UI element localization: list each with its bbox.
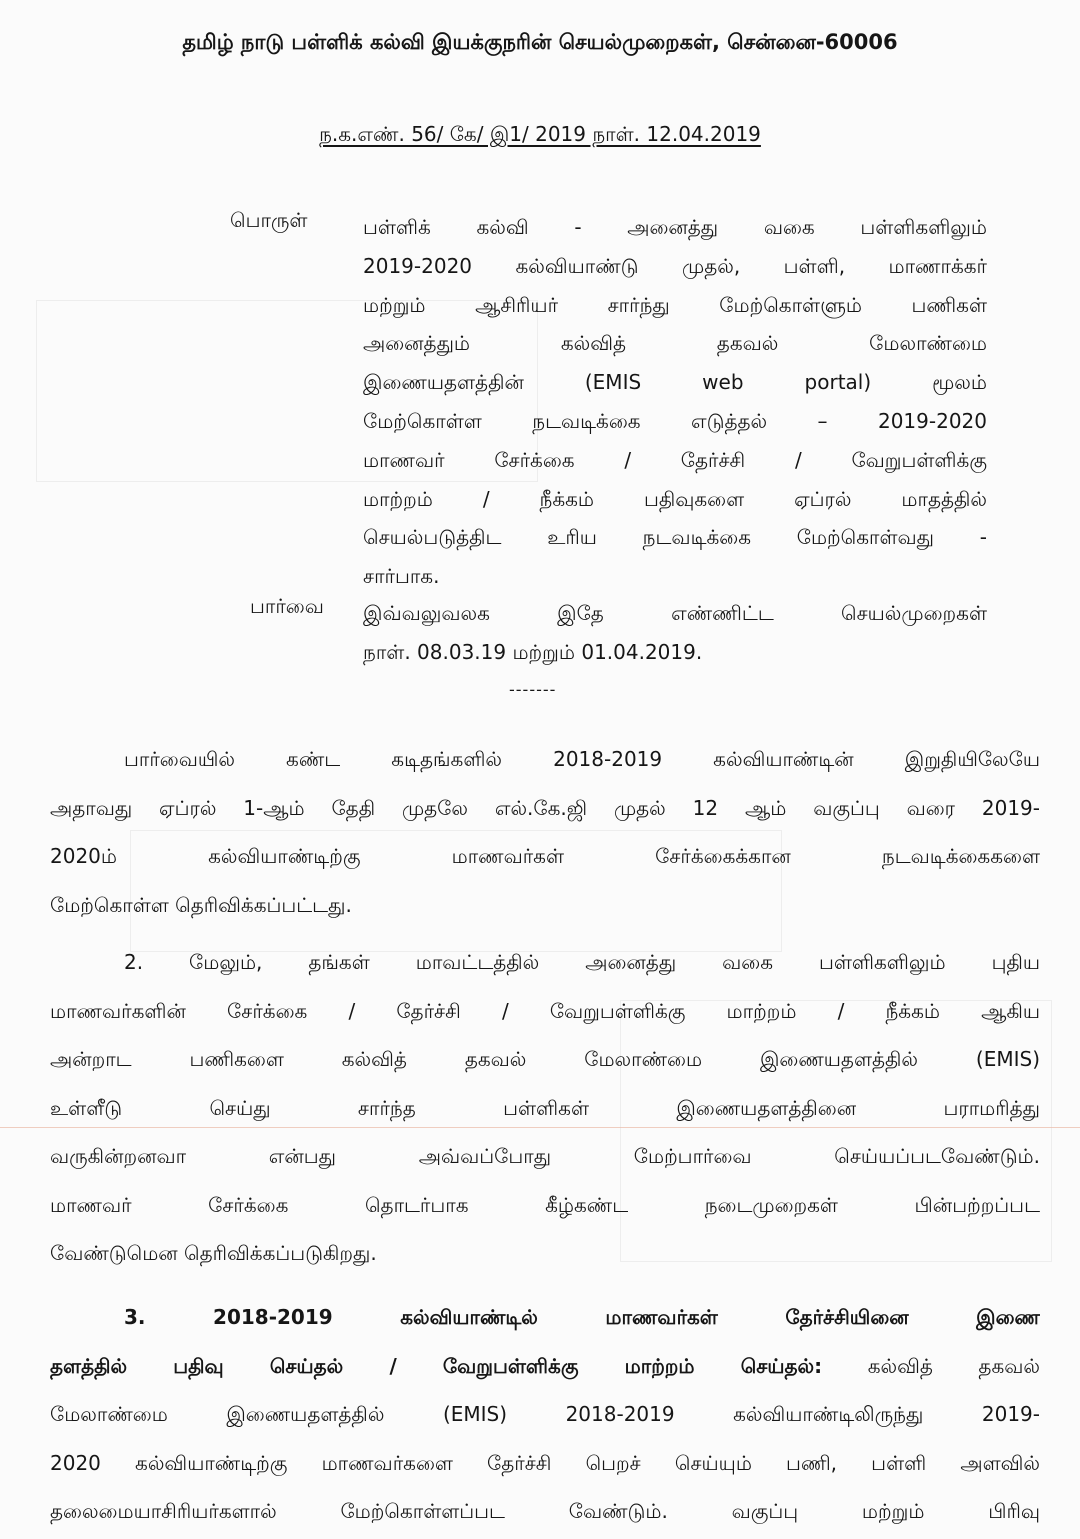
paragraph-line: மாணவர்களின் சேர்க்கை / தேர்ச்சி / வேறுபள்ளிக்கு மாற்றம் / நீக்கம் ஆகிய [50, 998, 1040, 1023]
paragraph-line: 2. மேலும், தங்கள் மாவட்டத்தில் அனைத்து வகை பள்ளிகளிலும் புதிய [124, 950, 1040, 974]
subject-label: பொருள் [230, 208, 308, 232]
separator: ------- [509, 680, 557, 699]
paragraph-line: மேற்கொள்ள தெரிவிக்கப்பட்டது. [50, 892, 352, 917]
paragraph-heading: 3. 2018-2019 கல்வியாண்டில் மாணவர்கள் தேர்ச்சியினை இணை [124, 1305, 1040, 1329]
paragraph-line: மேலாண்மை இணையதளத்தில் (EMIS) 2018-2019 கல்வியாண்டிலிருந்து 2019- [50, 1402, 1040, 1426]
paragraph-line: வேண்டுமென தெரிவிக்கப்படுகிறது. [50, 1241, 377, 1265]
subject-text [363, 208, 987, 596]
reference-text [363, 594, 987, 672]
paragraph-line: மாணவர் சேர்க்கை தொடர்பாக கீழ்கண்ட நடைமுறைகள் பின்பற்றப்பட [50, 1192, 1040, 1217]
subject-line: 2019-2020 கல்வியாண்டு முதல், பள்ளி, மாணாக்கர் [363, 253, 987, 278]
reference-label: பார்வை [250, 594, 324, 618]
paragraph-line [50, 1342, 1040, 1391]
paragraph-line-text: கல்வித் தகவல் [867, 1353, 1040, 1378]
subject-line: மற்றும் ஆசிரியர் சார்ந்து மேற்கொள்ளும் பணிகள் [363, 292, 987, 317]
paragraph-line: பார்வையில் கண்ட கடிதங்களில் 2018-2019 கல்வியாண்டின் இறுதியிலேயே [124, 747, 1040, 771]
paragraph-2 [50, 938, 1040, 1278]
paragraph-1 [50, 735, 1040, 929]
paragraph-line: உள்ளீடு செய்து சார்ந்த பள்ளிகள் இணையதளத்தினை பராமரித்து [50, 1095, 1040, 1120]
paragraph-line: அதாவது ஏப்ரல் 1-ஆம் தேதி முதலே எல்.கே.ஜி முதல் 12 ஆம் வகுப்பு வரை 2019- [50, 795, 1040, 820]
reference-number [0, 122, 1080, 149]
subject-line: பள்ளிக் கல்வி - அனைத்து வகை பள்ளிகளிலும் [363, 215, 987, 239]
paragraph-line: அன்றாட பணிகளை கல்வித் தகவல் மேலாண்மை இணையதளத்தில் (EMIS) [50, 1047, 1040, 1071]
subject-line: சார்பாக. [363, 564, 440, 589]
subject-line: மேற்கொள்ள நடவடிக்கை எடுத்தல் – 2019-2020 [363, 408, 987, 433]
reference-number-text: ந.க.எண். 56/ கே/ இ1/ 2019 நாள். 12.04.2019 [319, 122, 761, 146]
paragraph-line: தலைமையாசிரியர்களால் மேற்கொள்ளப்பட வேண்டும். வகுப்பு மற்றும் பிரிவு [50, 1499, 1040, 1523]
subject-line: அனைத்தும் கல்வித் தகவல் மேலாண்மை [363, 331, 987, 356]
paragraph-line: வருகின்றனவா என்பது அவ்வப்போது மேற்பார்வை செய்யப்படவேண்டும். [50, 1144, 1040, 1168]
subject-line: மாற்றம் / நீக்கம் பதிவுகளை ஏப்ரல் மாதத்தில் [363, 486, 987, 511]
subject-line: மாணவர் சேர்க்கை / தேர்ச்சி / வேறுபள்ளிக்கு [363, 447, 987, 472]
reference-line: நாள். 08.03.19 மற்றும் 01.04.2019. [363, 639, 703, 664]
reference-line: இவ்வலுவலக இதே எண்ணிட்ட செயல்முறைகள் [363, 601, 987, 625]
document-title: தமிழ் நாடு பள்ளிக் கல்வி இயக்குநரின் செயல்முறைகள், சென்னை-60006 [182, 30, 898, 54]
paragraph-3 [50, 1293, 1040, 1536]
paragraph-line: 2020ம் கல்வியாண்டிற்கு மாணவர்கள் சேர்க்கைக்கான நடவடிக்கைகளை [50, 844, 1040, 868]
subject-line: செயல்படுத்திட உரிய நடவடிக்கை மேற்கொள்வது - [363, 525, 987, 550]
paragraph-heading: தளத்தில் பதிவு செய்தல் / வேறுபள்ளிக்கு மாற்றம் செய்தல்: [50, 1353, 823, 1378]
subject-line: இணையதளத்தின் (EMIS web portal) மூலம் [363, 370, 987, 395]
paragraph-line: 2020 கல்வியாண்டிற்கு மாணவர்களை தேர்ச்சி பெறச் செய்யும் பணி, பள்ளி அளவில் [50, 1450, 1040, 1475]
